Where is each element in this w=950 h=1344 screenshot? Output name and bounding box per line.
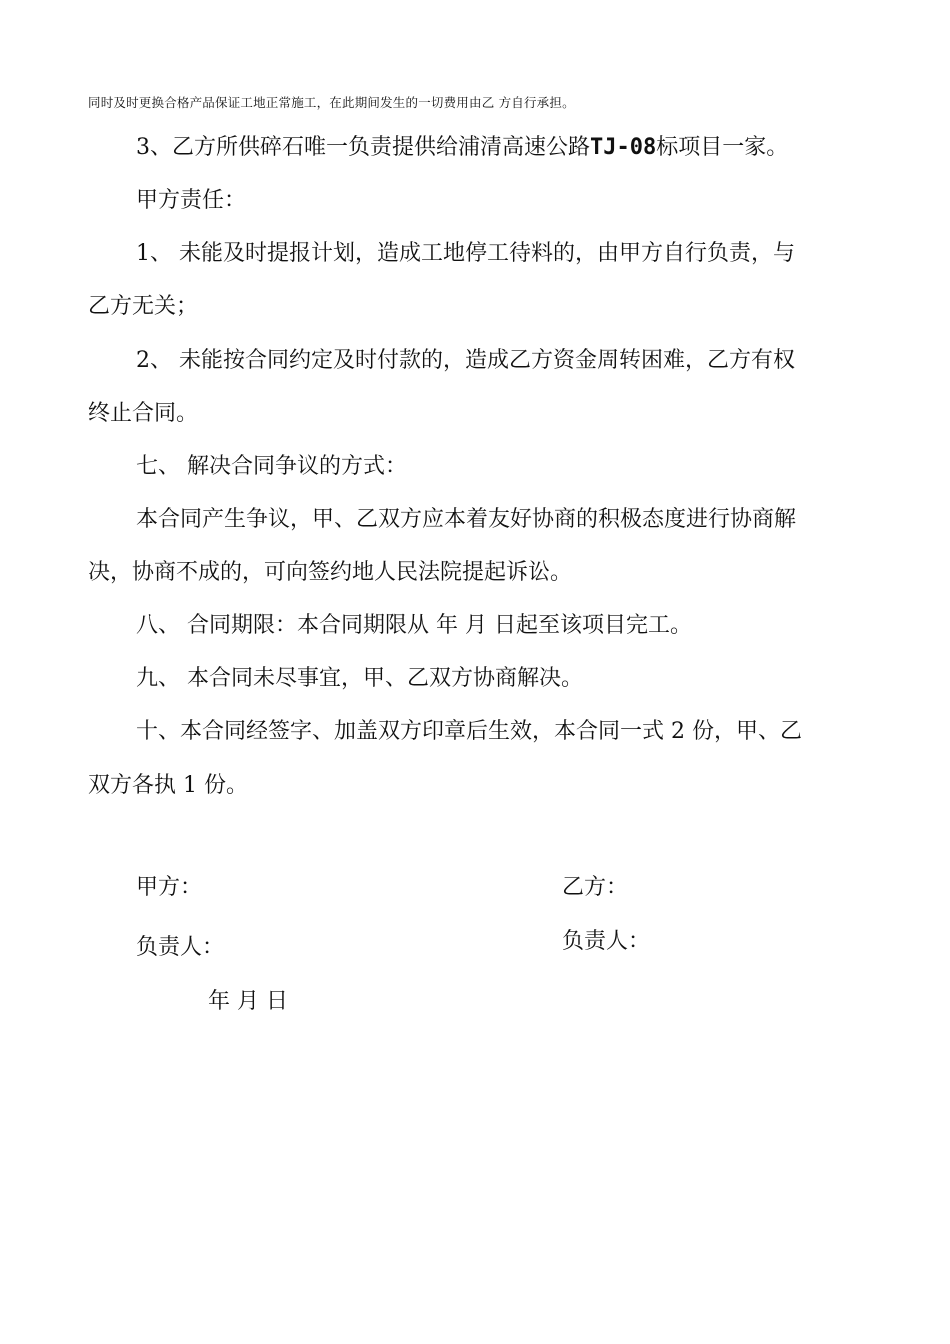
party-a-responsible-person-label: 负责人： xyxy=(136,935,225,960)
party-a-item-1-line-1: 1、 未能及时提报计划，造成工地停工待料的，由甲方自行负责，与 xyxy=(136,241,795,266)
clause-3-suffix: 标项目一家。 xyxy=(656,135,789,160)
clause-3 xyxy=(136,134,788,162)
party-a-signature-label: 甲方： xyxy=(136,875,203,900)
section-9: 九、 本合同未尽事宜，甲、乙双方协商解决。 xyxy=(136,666,583,691)
party-a-item-1-line-2: 乙方无关； xyxy=(88,294,199,319)
section-10-line-1: 十、本合同经签字、加盖双方印章后生效，本合同一式 2 份，甲、乙 xyxy=(136,719,802,744)
section-8: 八、 合同期限：本合同期限从 年 月 日起至该项目完工。 xyxy=(136,613,692,638)
party-b-responsible-person-label: 负责人： xyxy=(562,929,651,954)
clause-3-text: 3、乙方所供碎石唯一负责提供给浦清高速公路 xyxy=(136,135,590,160)
party-a-item-2-line-1: 2、 未能按合同约定及时付款的，造成乙方资金周转困难，乙方有权 xyxy=(136,348,795,373)
party-a-responsibility-heading: 甲方责任： xyxy=(136,188,247,213)
signature-date: 年 月 日 xyxy=(208,989,288,1014)
continuation-line: 同时及时更换合格产品保证工地正常施工，在此期间发生的一切费用由乙 方自行承担。 xyxy=(88,95,575,110)
party-a-item-2-line-2: 终止合同。 xyxy=(88,401,199,426)
section-7-line-2: 决，协商不成的，可向签约地人民法院提起诉讼。 xyxy=(88,560,573,585)
section-10-line-2: 双方各执 1 份。 xyxy=(88,773,248,798)
project-code: TJ-08 xyxy=(590,135,657,160)
section-7-line-1: 本合同产生争议，甲、乙双方应本着友好协商的积极态度进行协商解 xyxy=(136,507,797,532)
party-b-signature-label: 乙方： xyxy=(562,875,629,900)
section-7-heading: 七、 解决合同争议的方式： xyxy=(136,454,407,479)
